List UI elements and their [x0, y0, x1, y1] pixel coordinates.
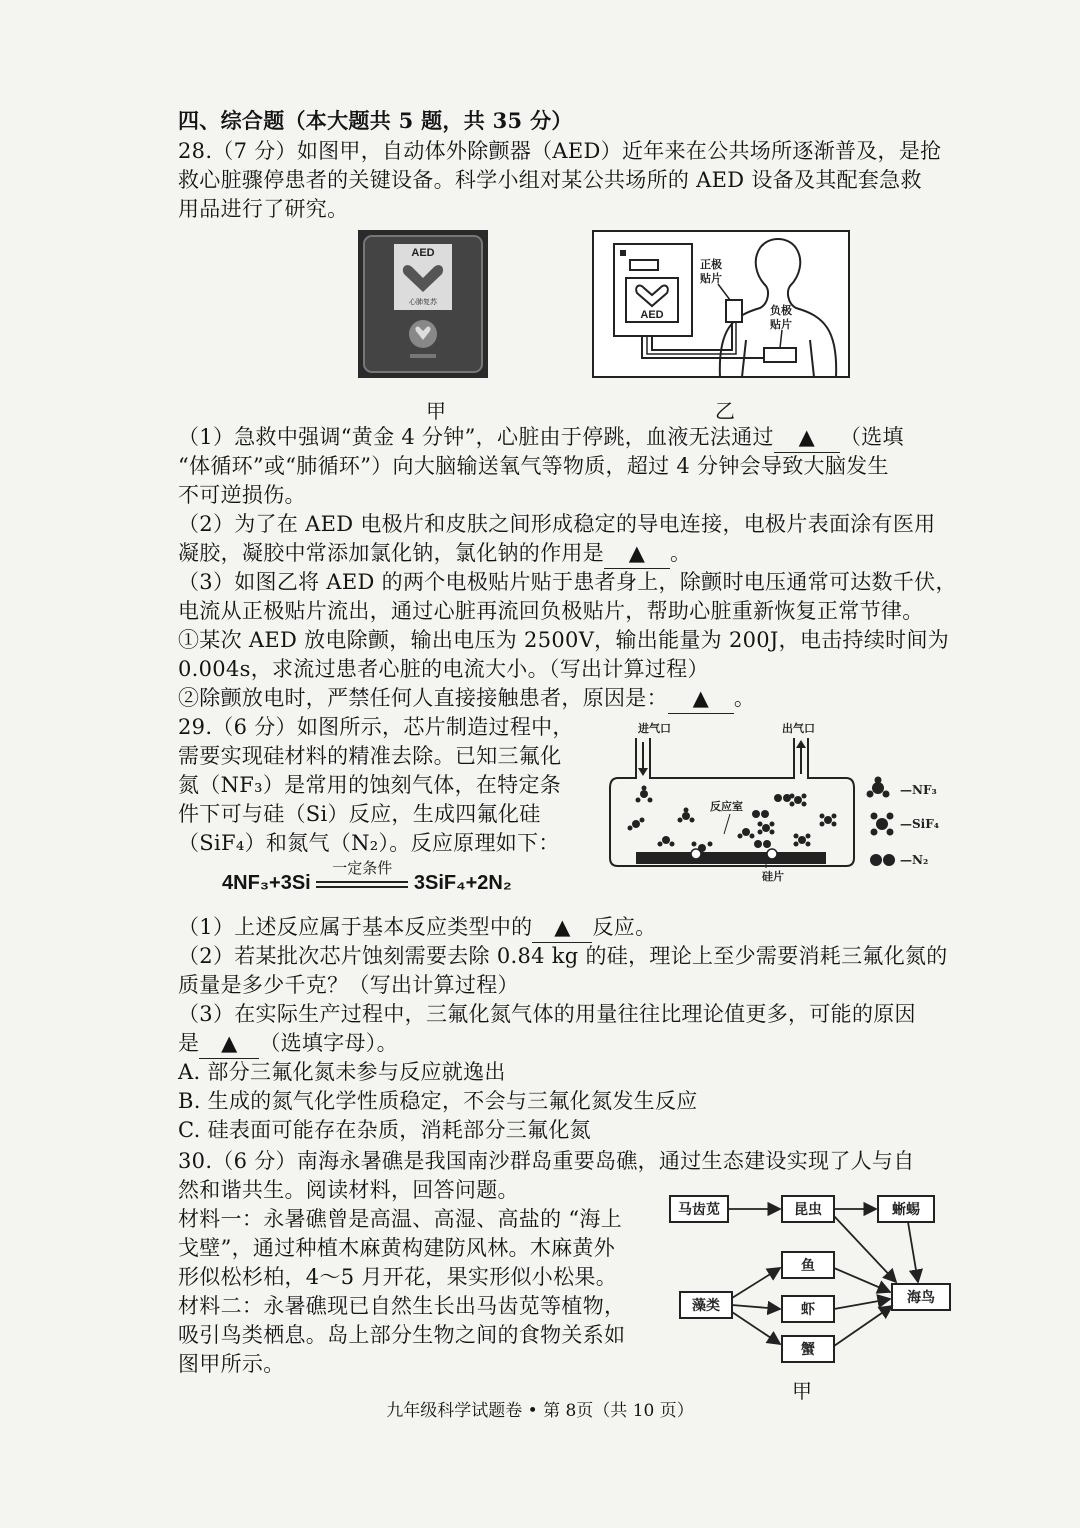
q29-option-b: B. 生成的氮气化学性质稳定，不会与三氟化氮发生反应	[178, 1089, 698, 1113]
equation-condition: 一定条件	[332, 859, 393, 878]
q29-intro-line: 氮（NF₃）是常用的蚀刻气体，在特定条	[178, 773, 562, 797]
aed-device-label: AED	[640, 309, 664, 321]
web-node-shrimp: 虾	[801, 1302, 815, 1318]
q28-part2	[178, 539, 691, 569]
q30-material-line: 材料二：永暑礁现已自然生长出马齿苋等植物，	[178, 1294, 626, 1318]
q29-intro-line: 件下可与硅（Si）反应，生成四氟化硅	[178, 802, 541, 826]
positive-pad-label: 贴片	[700, 272, 722, 285]
equation-right: 3SiF₄+2N₂	[413, 872, 512, 894]
q30-intro-line: 然和谐共生。阅读材料，回答问题。	[178, 1178, 519, 1202]
answer-blank[interactable]: ▲	[199, 1029, 259, 1059]
equation-arrow	[316, 859, 408, 888]
q28-part3-line: 电流从正极贴片流出，通过心脏再流回负极贴片，帮助心脏重新恢复正常节律。	[178, 599, 924, 623]
web-node-crab: 蟹	[801, 1342, 815, 1358]
answer-blank[interactable]: ▲	[604, 539, 670, 569]
answer-blank[interactable]: ▲	[668, 684, 734, 714]
positive-pad-label: 正极	[700, 258, 722, 271]
q28-intro-line: 28.（7 分）如图甲，自动体外除颤器（AED）近年来在公共场所逐渐普及，是抢	[178, 139, 942, 163]
legend-sif4: —SiF₄	[900, 817, 939, 831]
web-node-insect: 昆虫	[794, 1202, 822, 1218]
q28-part2-text: 。	[670, 541, 692, 565]
q29-option-a: A. 部分三氟化氮未参与反应就逸出	[178, 1060, 506, 1084]
negative-pad-label: 负极	[770, 304, 792, 317]
q28-part1-text: （1）急救中强调“黄金 4 分钟”，心脏由于停跳，血液无法通过	[178, 425, 774, 449]
section-title: 四、综合题（本大题共 5 题，共 35 分）	[178, 108, 573, 133]
q30-material-line: 图甲所示。	[178, 1352, 285, 1376]
legend-nf3: —NF₃	[900, 783, 937, 797]
q30-material-line: 形似松杉柏，4～5 月开花，果实形似小松果。	[178, 1265, 617, 1289]
q29-part3-text: （选填字母）。	[259, 1031, 398, 1055]
q28-part3-text: 。	[733, 686, 756, 710]
q30-material-line: 戈壁”，通过种植木麻黄构建防风林。木麻黄外	[178, 1236, 616, 1260]
q30-intro-line: 30.（6 分）南海永暑礁是我国南沙群岛重要岛礁，通过生态建设实现了人与自	[178, 1149, 915, 1173]
q28-part3-line: ①某次 AED 放电除颤，输出电压为 2500V，输出能量为 200J，电击持续时间为	[178, 628, 950, 652]
web-node-purslane: 马齿苋	[678, 1202, 720, 1218]
q30-material-line: 吸引鸟类栖息。岛上部分生物之间的食物关系如	[178, 1323, 626, 1347]
q29-part3-text: 是	[178, 1031, 200, 1055]
page-footer: 九年级科学试题卷 • 第 8页（共 10 页）	[386, 1401, 694, 1421]
web-node-fish: 鱼	[801, 1258, 815, 1274]
q28-part2-text: 凝胶，凝胶中常添加氯化钠，氯化钠的作用是	[178, 541, 604, 565]
q29-intro-line: （SiF₄）和氮气（N₂）。反应原理如下：	[178, 831, 560, 855]
inlet-label: 进气口	[638, 722, 671, 735]
q29-part1-text: 反应。	[592, 915, 657, 939]
web-node-lizard: 蜥蜴	[892, 1202, 920, 1218]
answer-blank[interactable]: ▲	[532, 913, 592, 943]
q29-intro-line: 需要实现硅材料的精准去除。已知三氟化	[178, 744, 562, 768]
q29-part1-text: （1）上述反应属于基本反应类型中的	[178, 915, 533, 939]
reaction-equation	[222, 859, 512, 895]
aed-patient-diagram	[592, 230, 850, 378]
wafer-label: 硅片	[762, 870, 784, 883]
food-web-caption: 甲	[792, 1379, 812, 1403]
q29-part2-line: （2）若某批次芯片蚀刻需要去除 0.84 kg 的硅，理论上至少需要消耗三氟化氮的	[178, 944, 948, 968]
food-web-diagram	[664, 1188, 954, 1363]
answer-blank[interactable]: ▲	[774, 423, 840, 453]
q28-part1-text: （选填	[839, 425, 904, 449]
legend-n2: —N₂	[900, 853, 929, 867]
chamber-label: 反应室	[710, 800, 743, 813]
reaction-chamber-diagram	[606, 716, 956, 886]
q28-part1-line: 不可逆损伤。	[178, 483, 306, 507]
q28-part1-line: “体循环”或“肺循环”）向大脑输送氧气等物质，超过 4 分钟会导致大脑发生	[178, 454, 889, 478]
q29-intro-line: 29.（6 分）如图所示，芯片制造过程中，	[178, 715, 574, 739]
web-node-algae: 藻类	[692, 1298, 720, 1314]
aed-cpr-text: 心肺复苏	[409, 299, 437, 306]
outlet-label: 出气口	[782, 722, 815, 735]
q29-part1	[178, 913, 656, 943]
q28-part3-line	[178, 684, 755, 714]
q30-material-line: 材料一：永暑礁曾是高温、高湿、高盐的 “海上	[178, 1207, 623, 1231]
figure-a-caption: 甲	[426, 399, 446, 423]
q28-part2-line: （2）为了在 AED 电极片和皮肤之间形成稳定的导电连接，电极片表面涂有医用	[178, 512, 936, 536]
q28-intro-line: 救心脏骤停患者的关键设备。科学小组对某公共场所的 AED 设备及其配套急救	[178, 168, 922, 192]
q28-part3-line: （3）如图乙将 AED 的两个电极贴片贴于患者身上，除颤时电压通常可达数千伏，	[178, 570, 957, 594]
q28-part1	[178, 423, 904, 453]
aed-label-text: AED	[411, 247, 435, 259]
q28-part3-text: ②除颤放电时，严禁任何人直接接触患者，原因是：	[178, 686, 668, 710]
aed-cabinet-photo	[358, 230, 488, 378]
web-node-seabird: 海鸟	[907, 1290, 935, 1306]
q28-part3-line: 0.004s，求流过患者心脏的电流大小。（写出计算过程）	[178, 657, 709, 681]
q29-part3-line: （3）在实际生产过程中，三氟化氮气体的用量往往比理论值更多，可能的原因	[178, 1002, 916, 1026]
equation-left: 4NF₃+3Si	[222, 872, 311, 894]
negative-pad-label: 贴片	[770, 318, 792, 331]
q29-part3	[178, 1029, 398, 1059]
q28-intro-line: 用品进行了研究。	[178, 197, 349, 221]
q29-option-c: C. 硅表面可能存在杂质，消耗部分三氟化氮	[178, 1118, 591, 1142]
q29-part2-line: 质量是多少千克？（写出计算过程）	[178, 973, 519, 997]
figure-b-caption: 乙	[715, 399, 735, 423]
